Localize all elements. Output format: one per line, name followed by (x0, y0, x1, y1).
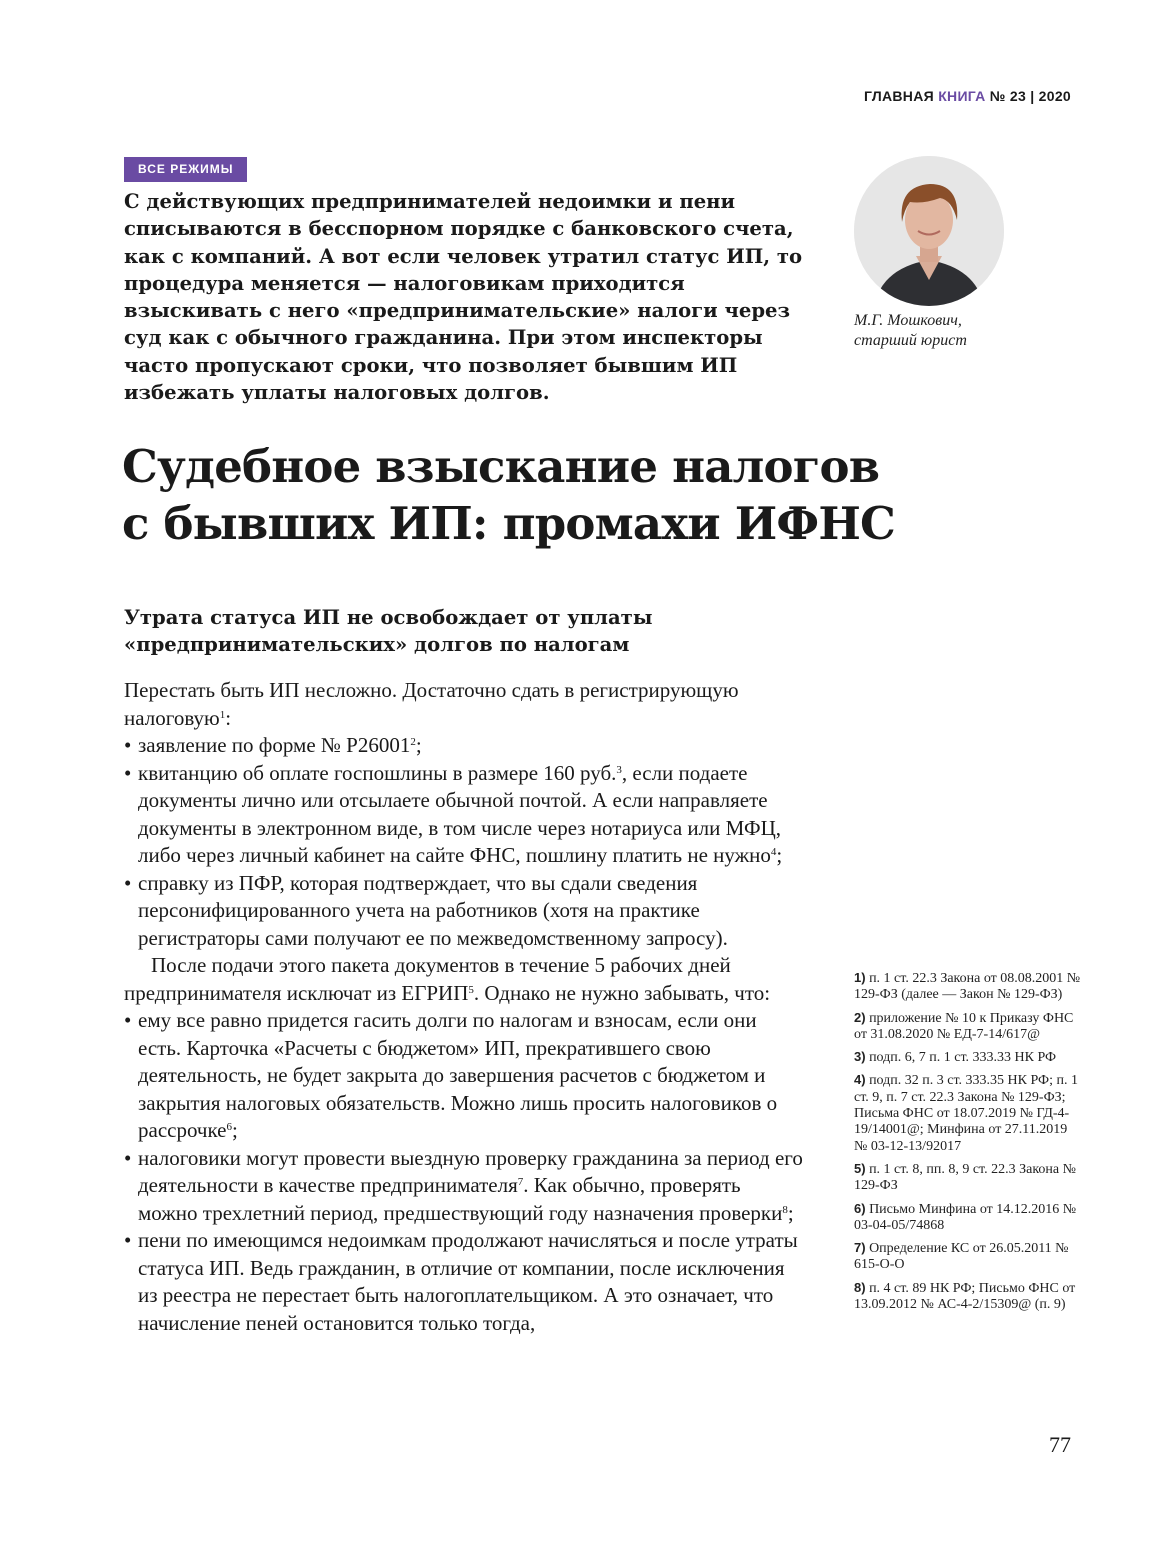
consequences-list (124, 1007, 804, 1337)
list-item-text: ему все равно придется гасить долги по налогам и взносам, если они есть. Карточка «Расчеты с бюджетом» ИП, прекратившего свою деятельность, не будет закрыта до завершения расчетов с бюджетом и закрытия налоговых обязательств. Можно лишь просить налоговиков о рассрочке (138, 1008, 778, 1142)
list-item-text: справку из ПФР, которая подтверждает, что вы сдали сведения персонифицированного учета на работников (хотя на практике регистраторы сами получают ее по межведомственному запросу). (138, 870, 728, 950)
footnote-number: 8) (854, 1279, 866, 1295)
footnote-number: 3) (854, 1049, 866, 1065)
list-item-tail: . Как обычно, проверять можно трехлетний период, предшествующий году назначения проверки (138, 1173, 783, 1225)
list-item-tail: ; (231, 1118, 238, 1142)
category-badge: ВСЕ РЕЖИМЫ (124, 157, 247, 182)
author-photo (854, 156, 1004, 306)
footnote-text: подп. 6, 7 п. 1 ст. 333.33 НК РФ (869, 1050, 1057, 1066)
footnote-1 (854, 970, 1084, 1004)
footnote-number: 6) (854, 1200, 866, 1216)
author-caption (854, 311, 967, 351)
footnote-text: Определение КС от 26.05.2011 № 615-О-О (854, 1241, 1069, 1273)
title-line-1: Судебное взыскание налогов (122, 440, 880, 493)
footnote-7 (854, 1240, 1084, 1274)
title-line-2: с бывших ИП: промахи ИФНС (122, 497, 896, 550)
footnote-text: приложение № 10 к Приказу ФНС от 31.08.2020 № ЕД-7-14/617@ (854, 1010, 1074, 1042)
footnote-2 (854, 1010, 1084, 1044)
footnote-ref: 2 (410, 736, 416, 748)
list-item (124, 870, 804, 953)
article-title (122, 438, 1022, 552)
footnote-number: 7) (854, 1240, 866, 1256)
list-item (124, 732, 804, 760)
documents-list (124, 732, 804, 952)
footnote-ref: 4 (770, 846, 777, 858)
intro-end: : (225, 705, 232, 730)
footnote-6 (854, 1201, 1084, 1235)
lead-paragraph: С действующих предпринимателей недоимки и пени списываются в бесспорном порядке с банковского счета, как с компаний. А вот если человек утратил статус ИП, то процедура меняется — налоговикам приходится взыскивать с него «предпринимательские» налоги через суд как с обычного гражданина. При этом инспекторы часто пропускают сроки, что позволяет бывшим ИП избежать уплаты налоговых долгов. (124, 190, 803, 405)
brand-accent: КНИГА (938, 88, 986, 104)
list-item (124, 1007, 804, 1145)
footnote-ref: 6 (226, 1121, 232, 1133)
footnote-4 (854, 1072, 1084, 1154)
list-item-tail: ; (787, 1200, 794, 1225)
footnote-number: 1) (854, 970, 866, 985)
footnote-text: п. 1 ст. 22.3 Закона от 08.08.2001 № 129-ФЗ (далее — Закон № 129-ФЗ) (854, 971, 1081, 1003)
footnote-text: подп. 32 п. 3 ст. 333.35 НК РФ; п. 1 ст. 9, п. 7 ст. 22.3 Закона № 129-ФЗ; Письма ФНС от 18.07.2019 № ГД-4-19/14001@; Минфина от 27.11.2019 № 03-12-13/92017 (854, 1073, 1078, 1154)
list-item-text: заявление по форме № Р26001 (138, 733, 411, 757)
list-item (124, 1145, 804, 1228)
page-number: 77 (1049, 1432, 1071, 1457)
list-item-text: налоговики могут провести выездную проверку гражданина за период его деятельности в качестве предпринимателя (138, 1145, 803, 1197)
footnote-5 (854, 1161, 1084, 1195)
section-subtitle: Утрата статуса ИП не освобождает от уплаты «предпринимательских» долгов по налогам (124, 606, 653, 657)
footnote-3 (854, 1049, 1084, 1066)
list-item (124, 1227, 804, 1337)
para2-text: После подачи этого пакета документов в течение 5 рабочих дней предпринимателя исключат из ЕГРИП (124, 953, 731, 1005)
footnote-number: 5) (854, 1160, 866, 1176)
intro-text: Перестать быть ИП несложно. Достаточно сдать в регистрирующую налоговую (124, 678, 739, 730)
footnote-text: п. 1 ст. 8, пп. 8, 9 ст. 22.3 Закона № 129-ФЗ (854, 1161, 1076, 1194)
brand-main: ГЛАВНАЯ (863, 88, 934, 104)
footnote-8 (854, 1280, 1084, 1314)
footnote-ref: 8 (782, 1203, 788, 1216)
author-name: М.Г. Мошкович, (854, 312, 962, 329)
article-body (124, 677, 804, 1337)
list-item-tail: ; (776, 843, 783, 867)
footnote-ref: 7 (517, 1176, 524, 1188)
footnotes-sidebar (854, 970, 1084, 1319)
second-paragraph (124, 952, 804, 1007)
author-portrait-icon (854, 156, 1004, 306)
intro-paragraph (124, 677, 804, 732)
footnote-number: 4) (854, 1072, 866, 1088)
list-item-tail: ; (415, 733, 422, 757)
list-item-text: пени по имеющимся недоимкам продолжают начисляться и после утраты статуса ИП. Ведь гражданин, в отличие от компании, после исключения из реестра не перестает быть налогоплательщиком. А это означает, что начисление пеней остановится только тогда, (138, 1228, 798, 1335)
list-item-tail: , если подаете документы лично или отсылаете обычной почтой. А если направляете документы в электронном виде, в том числе через нотариуса или МФЦ, либо через личный кабинет на сайте ФНС, пошлину платить не нужно (138, 760, 782, 867)
footnote-ref: 1 (219, 708, 226, 721)
para2-end: . Однако не нужно забывать, что: (473, 980, 771, 1005)
issue-number: № 23 | 2020 (989, 88, 1071, 104)
author-role: старший юрист (854, 332, 967, 349)
footnote-ref: 3 (616, 763, 622, 776)
masthead (864, 88, 1071, 104)
footnote-ref: 5 (468, 983, 474, 996)
list-item (124, 760, 804, 870)
list-item-text: квитанцию об оплате госпошлины в размере 160 руб. (138, 760, 617, 785)
footnote-text: п. 4 ст. 89 НК РФ; Письмо ФНС от 13.09.2012 № АС-4-2/15309@ (п. 9) (854, 1280, 1076, 1313)
footnote-number: 2) (854, 1009, 866, 1025)
footnote-text: Письмо Минфина от 14.12.2016 № 03-04-05/74868 (854, 1201, 1077, 1233)
